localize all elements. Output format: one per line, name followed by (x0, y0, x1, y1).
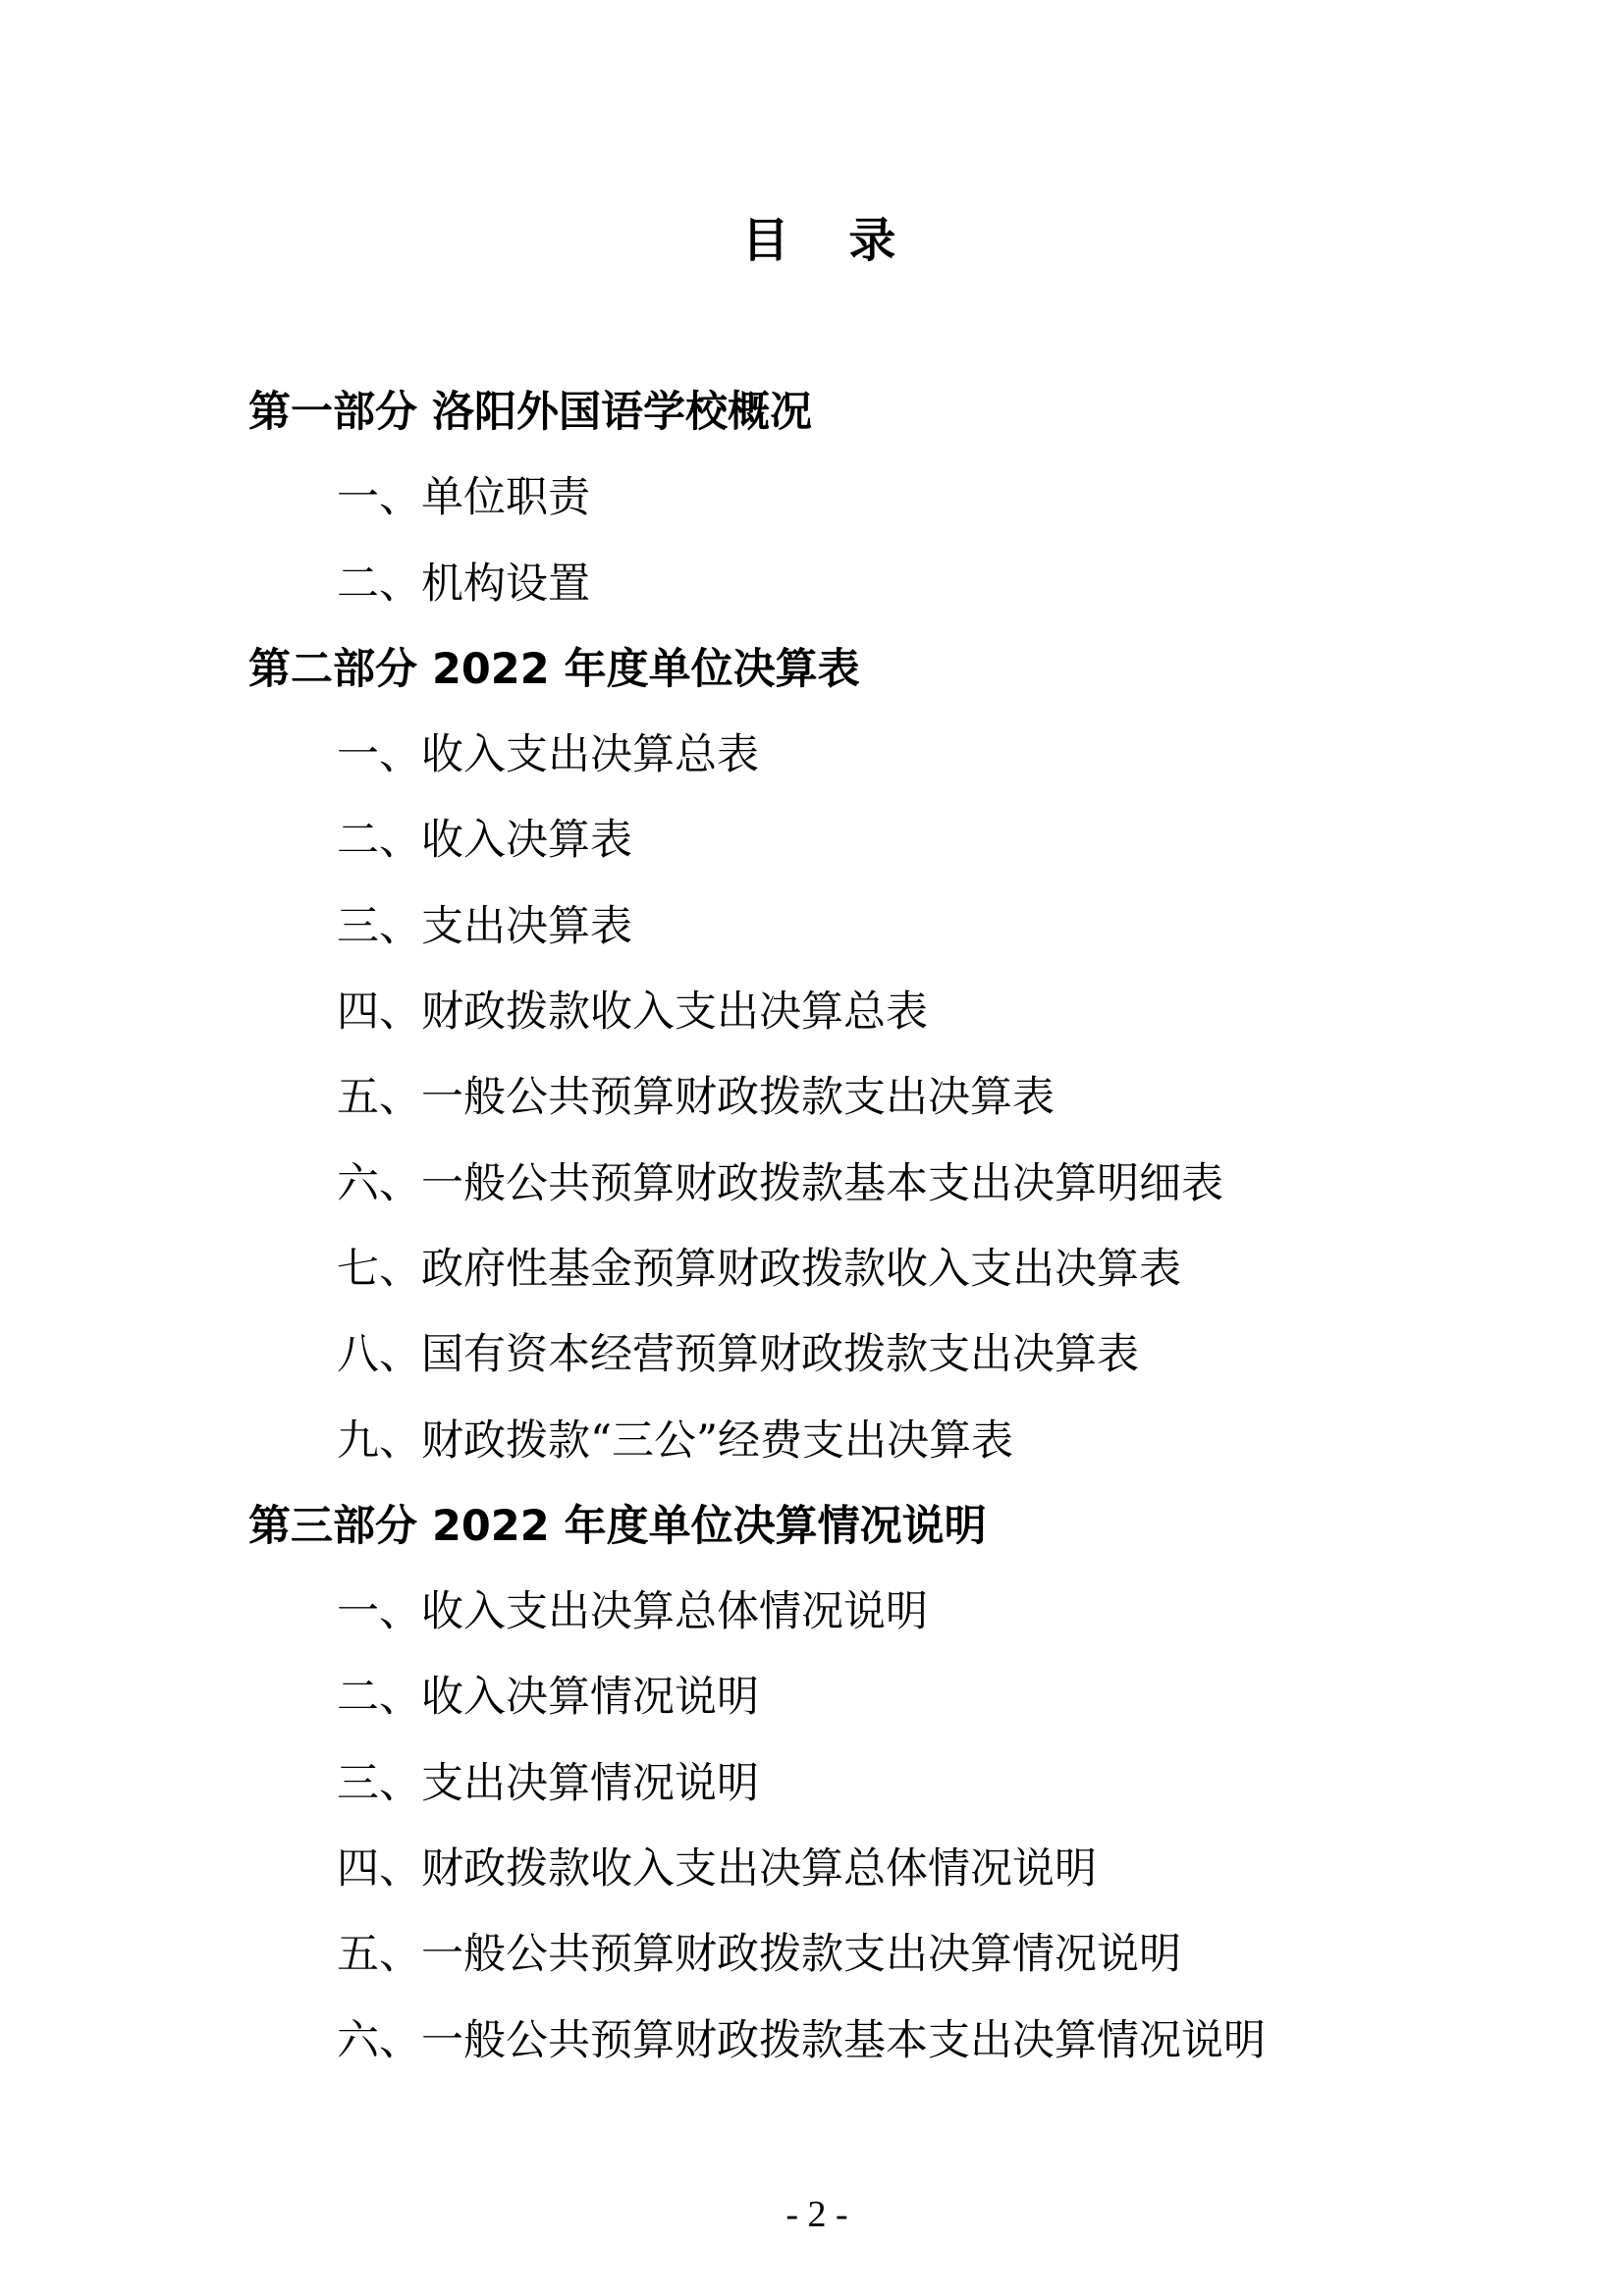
toc-entry: 二、机构设置 (337, 559, 590, 609)
toc-entry: 一、收入支出决算总表 (337, 730, 759, 780)
toc-entry: 六、一般公共预算财政拨款基本支出决算情况说明 (337, 2015, 1266, 2065)
toc-entry: 八、国有资本经营预算财政拨款支出决算表 (337, 1330, 1139, 1380)
toc-part-heading: 第一部分 洛阳外国语学校概况 (248, 388, 812, 437)
toc-entry: 五、一般公共预算财政拨款支出决算情况说明 (337, 1930, 1181, 1980)
table-of-contents (248, 370, 1525, 2084)
toc-entry: 三、支出决算表 (337, 901, 632, 951)
toc-entry: 二、收入决算表 (337, 816, 632, 866)
toc-entry: 四、财政拨款收入支出决算总表 (337, 988, 928, 1038)
toc-entry: 一、收入支出决算总体情况说明 (337, 1587, 928, 1637)
toc-entry: 五、一般公共预算财政拨款支出决算表 (337, 1073, 1055, 1123)
toc-entry: 一、单位职责 (337, 473, 590, 523)
page-number: - 2 - (785, 2194, 848, 2235)
toc-entry: 六、一般公共预算财政拨款基本支出决算明细表 (337, 1158, 1223, 1208)
toc-entry: 四、财政拨款收入支出决算总体情况说明 (337, 1844, 1097, 1895)
toc-entry: 二、收入决算情况说明 (337, 1673, 759, 1723)
toc-part-heading: 第三部分 2022 年度单位决算情况说明 (248, 1501, 987, 1551)
toc-part-heading: 第二部分 2022 年度单位决算表 (248, 644, 860, 694)
toc-entry: 三、支出决算情况说明 (337, 1758, 759, 1808)
toc-entry: 九、财政拨款“三公”经费支出决算表 (337, 1415, 1013, 1466)
toc-entry: 七、政府性基金预算财政拨款收入支出决算表 (337, 1244, 1181, 1294)
page-title: 目 录 (741, 213, 896, 268)
